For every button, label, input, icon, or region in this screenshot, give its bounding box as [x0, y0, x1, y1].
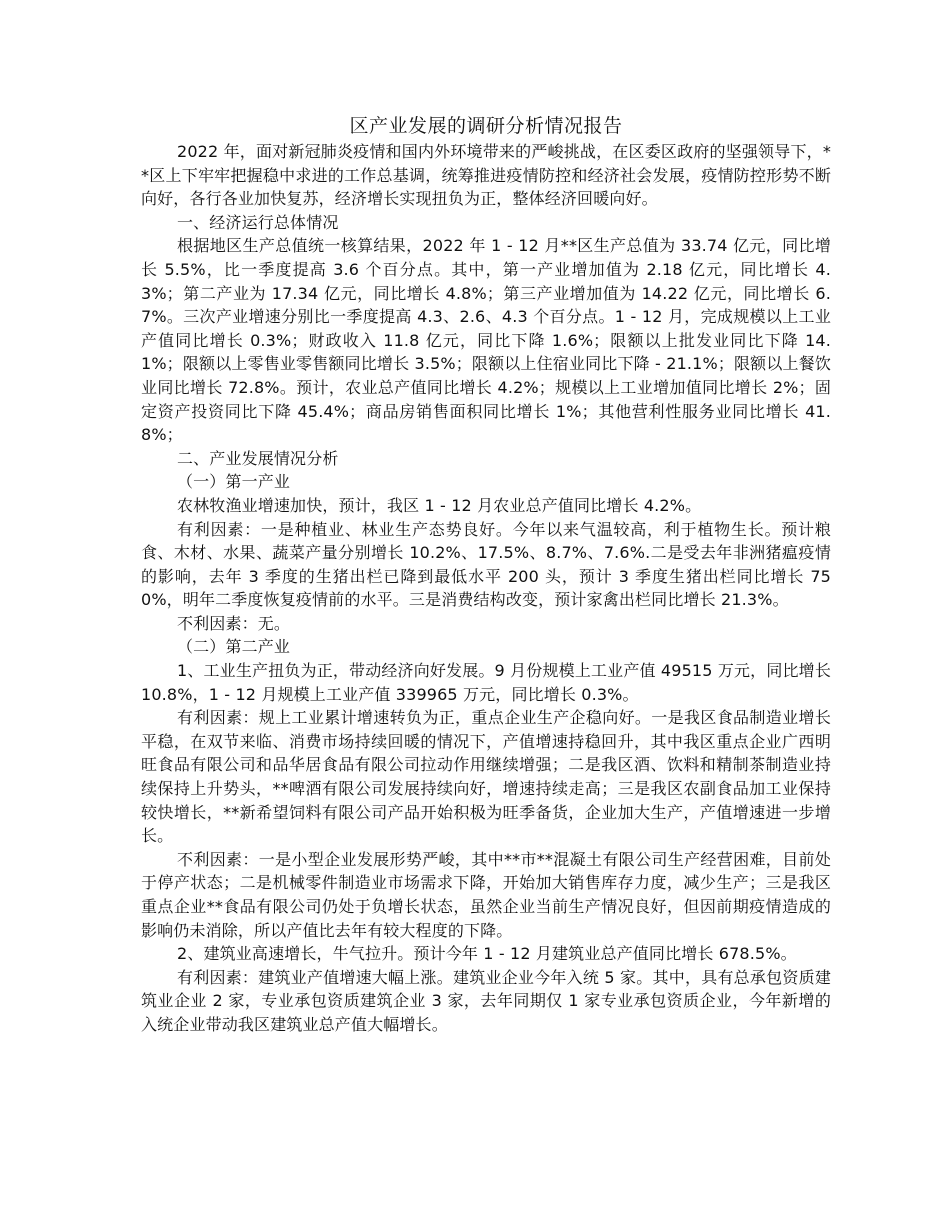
- section-heading-overview: 一、经济运行总体情况: [177, 212, 339, 232]
- construction-favorable-paragraph: 有利因素：建筑业产值增速大幅上涨。建筑业企业今年入统 5 家。其中，具有总承包资质建筑业企业 2 家，专业承包资质建筑企业 3 家，去年同期仅 1 家专业承包资质企业，今年新增的入统企业带动我区建筑业总产值大幅增长。: [141, 967, 831, 1034]
- primary-summary-paragraph: 农林牧渔业增速加快，预计，我区 1 - 12 月农业总产值同比增长 4.2%。: [177, 495, 702, 515]
- subsection-heading-secondary: （二）第二产业: [177, 637, 291, 657]
- document-page: [141, 112, 831, 1037]
- primary-favorable-paragraph: 有利因素：一是种植业、林业生产态势良好。今年以来气温较高，利于植物生长。预计粮食、木材、水果、蔬菜产量分别增长 10.2%、17.5%、8.7%、7.6%.二是受去年非洲猪瘟疫情的影响，去年 3 季度的生猪出栏已降到最低水平 200 头，预计 3 季度生猪出栏同比增长 750%，明年二季度恢复疫情前的水平。三是消费结构改变，预计家禽出栏同比增长 21.3%。: [141, 519, 831, 610]
- section-heading-industry: 二、产业发展情况分析: [177, 448, 339, 468]
- industry-favorable-paragraph: 有利因素：规上工业累计增速转负为正，重点企业生产企稳向好。一是我区食品制造业增长平稳，在双节来临、消费市场持续回暖的情况下，产值增速持稳回升，其中我区重点企业广西明旺食品有限公司和品华居食品有限公司拉动作用继续增强；二是我区酒、饮料和精制茶制造业持续保持上升势头，**啤酒有限公司发展持续向好，增速持续走高；三是我区农副食品加工业保持较快增长，**新希望饲料有限公司产品开始积极为旺季备货，企业加大生产，产值增速进一步增长。: [141, 708, 831, 846]
- industry-unfavorable-paragraph: 不利因素：一是小型企业发展形势严峻，其中**市**混凝土有限公司生产经营困难，目前处于停产状态；二是机械零件制造业市场需求下降，开始加大销售库存力度，减少生产；三是我区重点企业**食品有限公司仍处于负增长状态，虽然企业当前生产情况良好，但因前期疫情造成的影响仍未消除，所以产值比去年有较大程度的下降。: [141, 849, 831, 940]
- construction-paragraph: 2、建筑业高速增长，牛气拉升。预计今年 1 - 12 月建筑业总产值同比增长 678.5%。: [177, 944, 797, 964]
- primary-unfavorable-paragraph: 不利因素：无。: [177, 613, 291, 633]
- document-title: 区产业发展的调研分析情况报告: [349, 115, 623, 137]
- industry-output-paragraph: 1、工业生产扭负为正，带动经济向好发展。9 月份规模上工业产值 49515 万元，同比增长 10.8%，1 - 12 月规模上工业产值 339965 万元，同比增长 0.3%。: [141, 661, 831, 704]
- intro-paragraph: 2022 年，面对新冠肺炎疫情和国内外环境带来的严峻挑战，在区委区政府的坚强领导下，**区上下牢牢把握稳中求进的工作总基调，统筹推进疫情防控和经济社会发展，疫情防控形势不断向好，各行各业加快复苏，经济增长实现扭负为正，整体经济回暖向好。: [141, 142, 831, 209]
- overview-paragraph: 根据地区生产总值统一核算结果，2022 年 1 - 12 月**区生产总值为 33.74 亿元，同比增长 5.5%，比一季度提高 3.6 个百分点。其中，第一产业增加值为 2.18 亿元，同比增长 4.3%；第二产业为 17.34 亿元，同比增长 4.8%；第三产业增加值为 14.22 亿元，同比增长 6.7%。三次产业增速分别比一季度提高 4.3、2.6、4.3 个百分点。1 - 12 月，完成规模以上工业产值同比增长 0.3%；财政收入 11.8 亿元，同比下降 1.6%；限额以上批发业同比下降 14.1%；限额以上零售业零售额同比增长 3.5%；限额以上住宿业同比下降 - 21.1%；限额以上餐饮业同比增长 72.8%。预计，农业总产值同比增长 4.2%；规模以上工业增加值同比增长 2%；固定资产投资同比下降 45.4%；商品房销售面积同比增长 1%；其他营利性服务业同比增长 41.8%；: [141, 236, 831, 445]
- subsection-heading-primary: （一）第一产业: [177, 472, 291, 492]
